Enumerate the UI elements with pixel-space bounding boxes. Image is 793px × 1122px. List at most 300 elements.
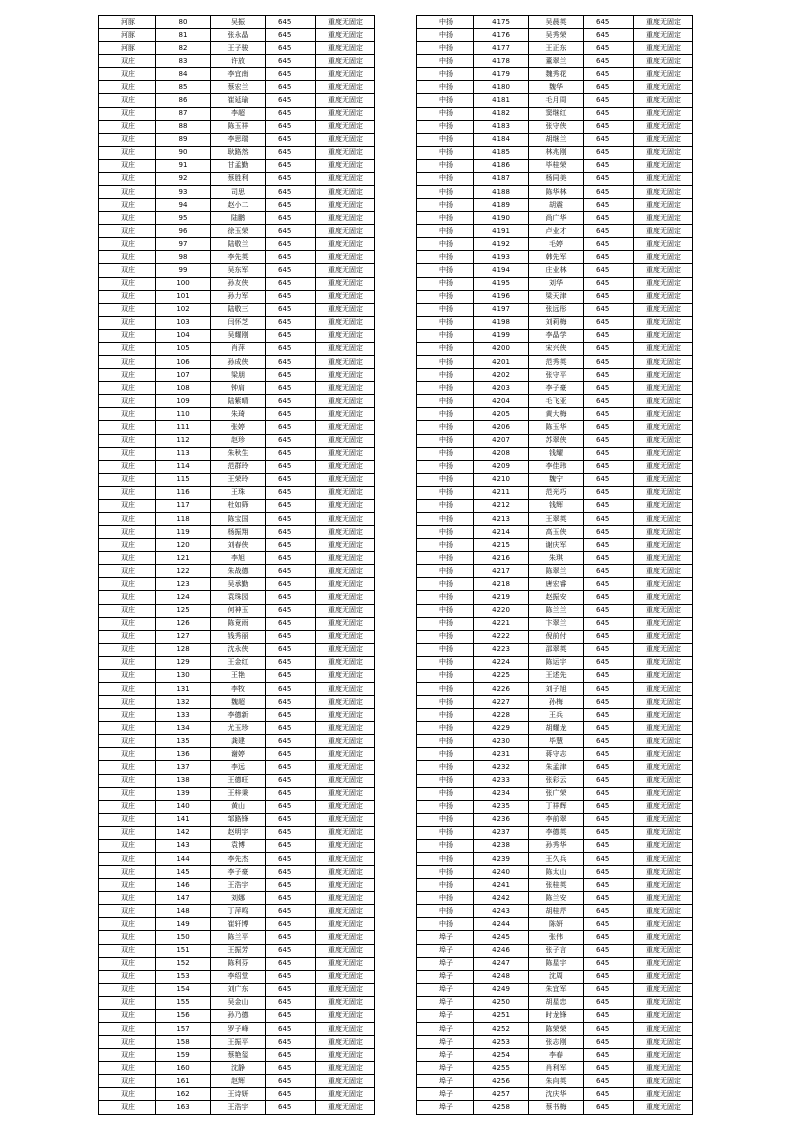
index-cell: 147 bbox=[156, 892, 211, 905]
table-row bbox=[417, 42, 693, 55]
index-cell: 151 bbox=[156, 944, 211, 957]
name-cell: 张伟 bbox=[529, 931, 584, 944]
amount-cell: 645 bbox=[266, 473, 316, 486]
index-cell: 4251 bbox=[474, 1009, 529, 1022]
amount-cell: 645 bbox=[266, 499, 316, 512]
name-cell: 卢业才 bbox=[529, 225, 584, 238]
name-cell: 陈太山 bbox=[529, 866, 584, 879]
level-cell: 重度无固定 bbox=[634, 735, 693, 748]
name-cell: 肖利军 bbox=[529, 1062, 584, 1075]
amount-cell: 645 bbox=[266, 342, 316, 355]
table-row bbox=[99, 774, 375, 787]
table-row bbox=[417, 1009, 693, 1022]
town-cell: 中扬 bbox=[417, 277, 474, 290]
name-cell: 沈庆华 bbox=[529, 1088, 584, 1101]
table-row bbox=[99, 709, 375, 722]
table-row bbox=[417, 434, 693, 447]
table-row bbox=[417, 447, 693, 460]
town-cell: 中扬 bbox=[417, 473, 474, 486]
table-row bbox=[417, 68, 693, 81]
index-cell: 156 bbox=[156, 1009, 211, 1022]
level-cell: 重度无固定 bbox=[316, 68, 375, 81]
amount-cell: 645 bbox=[266, 656, 316, 669]
index-cell: 112 bbox=[156, 434, 211, 447]
table-row bbox=[99, 146, 375, 159]
index-cell: 4201 bbox=[474, 356, 529, 369]
name-cell: 张守平 bbox=[529, 369, 584, 382]
town-cell: 双庄 bbox=[99, 107, 156, 120]
index-cell: 4217 bbox=[474, 565, 529, 578]
town-cell: 双庄 bbox=[99, 879, 156, 892]
name-cell: 蔡艳玺 bbox=[211, 1049, 266, 1062]
town-cell: 中扬 bbox=[417, 382, 474, 395]
table-row bbox=[99, 303, 375, 316]
town-cell: 中扬 bbox=[417, 16, 474, 29]
town-cell: 双庄 bbox=[99, 866, 156, 879]
index-cell: 140 bbox=[156, 800, 211, 813]
table-row bbox=[99, 722, 375, 735]
amount-cell: 645 bbox=[266, 512, 316, 525]
table-row bbox=[417, 1036, 693, 1049]
amount-cell: 645 bbox=[266, 617, 316, 630]
level-cell: 重度无固定 bbox=[316, 591, 375, 604]
level-cell: 重度无固定 bbox=[634, 447, 693, 460]
name-cell: 孙秀华 bbox=[529, 839, 584, 852]
town-cell: 双庄 bbox=[99, 473, 156, 486]
amount-cell: 645 bbox=[266, 434, 316, 447]
index-cell: 4241 bbox=[474, 879, 529, 892]
town-cell: 中扬 bbox=[417, 199, 474, 212]
level-cell: 重度无固定 bbox=[634, 1088, 693, 1101]
index-cell: 161 bbox=[156, 1075, 211, 1088]
amount-cell: 645 bbox=[266, 552, 316, 565]
index-cell: 4206 bbox=[474, 421, 529, 434]
index-cell: 4240 bbox=[474, 866, 529, 879]
index-cell: 130 bbox=[156, 669, 211, 682]
index-cell: 4194 bbox=[474, 264, 529, 277]
index-cell: 4246 bbox=[474, 944, 529, 957]
name-cell: 苏翠侠 bbox=[529, 434, 584, 447]
index-cell: 145 bbox=[156, 866, 211, 879]
table-row bbox=[99, 565, 375, 578]
table-row bbox=[417, 996, 693, 1009]
index-cell: 4210 bbox=[474, 473, 529, 486]
index-cell: 160 bbox=[156, 1062, 211, 1075]
amount-cell: 645 bbox=[266, 591, 316, 604]
name-cell: 张桂英 bbox=[529, 879, 584, 892]
table-row bbox=[417, 120, 693, 133]
table-row bbox=[99, 970, 375, 983]
table-row bbox=[417, 421, 693, 434]
index-cell: 4226 bbox=[474, 682, 529, 695]
index-cell: 4255 bbox=[474, 1062, 529, 1075]
table-row bbox=[99, 172, 375, 185]
table-row bbox=[99, 669, 375, 682]
index-cell: 106 bbox=[156, 356, 211, 369]
amount-cell: 645 bbox=[266, 81, 316, 94]
amount-cell: 645 bbox=[266, 316, 316, 329]
name-cell: 陈华林 bbox=[529, 186, 584, 199]
table-row bbox=[99, 1101, 375, 1114]
town-cell: 埠子 bbox=[417, 1088, 474, 1101]
amount-cell: 645 bbox=[266, 1088, 316, 1101]
index-cell: 4224 bbox=[474, 656, 529, 669]
table-row bbox=[417, 186, 693, 199]
name-cell: 陈兰平 bbox=[211, 931, 266, 944]
name-cell: 庄业林 bbox=[529, 264, 584, 277]
index-cell: 4235 bbox=[474, 800, 529, 813]
town-cell: 双庄 bbox=[99, 1036, 156, 1049]
level-cell: 重度无固定 bbox=[316, 199, 375, 212]
level-cell: 重度无固定 bbox=[634, 839, 693, 852]
table-row bbox=[417, 251, 693, 264]
name-cell: 王浩宇 bbox=[211, 1101, 266, 1114]
town-cell: 中扬 bbox=[417, 460, 474, 473]
index-cell: 94 bbox=[156, 199, 211, 212]
index-cell: 132 bbox=[156, 696, 211, 709]
name-cell: 李子豪 bbox=[529, 382, 584, 395]
town-cell: 双庄 bbox=[99, 421, 156, 434]
town-cell: 中扬 bbox=[417, 356, 474, 369]
amount-cell: 645 bbox=[584, 853, 634, 866]
town-cell: 中扬 bbox=[417, 722, 474, 735]
table-row bbox=[417, 839, 693, 852]
table-row bbox=[99, 159, 375, 172]
index-cell: 4223 bbox=[474, 643, 529, 656]
town-cell: 中扬 bbox=[417, 630, 474, 643]
index-cell: 4258 bbox=[474, 1101, 529, 1114]
name-cell: 张子言 bbox=[529, 944, 584, 957]
amount-cell: 645 bbox=[584, 669, 634, 682]
town-cell: 双庄 bbox=[99, 342, 156, 355]
name-cell: 刘莉梅 bbox=[529, 316, 584, 329]
name-cell: 陈翠兰 bbox=[529, 565, 584, 578]
amount-cell: 645 bbox=[584, 238, 634, 251]
index-cell: 4209 bbox=[474, 460, 529, 473]
amount-cell: 645 bbox=[266, 1009, 316, 1022]
amount-cell: 645 bbox=[584, 1088, 634, 1101]
level-cell: 重度无固定 bbox=[634, 957, 693, 970]
name-cell: 蔡宏兰 bbox=[211, 81, 266, 94]
name-cell: 胡桂芹 bbox=[529, 905, 584, 918]
town-cell: 中扬 bbox=[417, 447, 474, 460]
amount-cell: 645 bbox=[266, 630, 316, 643]
name-cell: 孙梅 bbox=[529, 696, 584, 709]
level-cell: 重度无固定 bbox=[634, 316, 693, 329]
amount-cell: 645 bbox=[266, 55, 316, 68]
table-row bbox=[99, 277, 375, 290]
amount-cell: 645 bbox=[266, 238, 316, 251]
amount-cell: 645 bbox=[584, 879, 634, 892]
level-cell: 重度无固定 bbox=[316, 486, 375, 499]
town-cell: 中扬 bbox=[417, 212, 474, 225]
index-cell: 146 bbox=[156, 879, 211, 892]
amount-cell: 645 bbox=[584, 591, 634, 604]
level-cell: 重度无固定 bbox=[316, 905, 375, 918]
amount-cell: 645 bbox=[584, 905, 634, 918]
level-cell: 重度无固定 bbox=[634, 879, 693, 892]
town-cell: 中扬 bbox=[417, 316, 474, 329]
town-cell: 双庄 bbox=[99, 748, 156, 761]
table-row bbox=[99, 787, 375, 800]
table-row bbox=[417, 983, 693, 996]
town-cell: 双庄 bbox=[99, 68, 156, 81]
level-cell: 重度无固定 bbox=[634, 996, 693, 1009]
level-cell: 重度无固定 bbox=[634, 983, 693, 996]
name-cell: 赵振安 bbox=[529, 591, 584, 604]
table-row bbox=[417, 382, 693, 395]
name-cell: 魏宁 bbox=[529, 473, 584, 486]
name-cell: 林兆刚 bbox=[529, 146, 584, 159]
level-cell: 重度无固定 bbox=[634, 225, 693, 238]
level-cell: 重度无固定 bbox=[634, 931, 693, 944]
town-cell: 中扬 bbox=[417, 55, 474, 68]
amount-cell: 645 bbox=[584, 839, 634, 852]
table-row bbox=[417, 787, 693, 800]
level-cell: 重度无固定 bbox=[634, 696, 693, 709]
amount-cell: 645 bbox=[584, 1049, 634, 1062]
table-row bbox=[99, 813, 375, 826]
town-cell: 双庄 bbox=[99, 120, 156, 133]
amount-cell: 645 bbox=[584, 892, 634, 905]
name-cell: 王荣玲 bbox=[211, 473, 266, 486]
amount-cell: 645 bbox=[584, 342, 634, 355]
index-cell: 4248 bbox=[474, 970, 529, 983]
name-cell: 杨振翔 bbox=[211, 526, 266, 539]
name-cell: 龚建 bbox=[211, 735, 266, 748]
table-row bbox=[99, 251, 375, 264]
table-row bbox=[99, 853, 375, 866]
town-cell: 中扬 bbox=[417, 512, 474, 525]
name-cell: 朱秋生 bbox=[211, 447, 266, 460]
town-cell: 中扬 bbox=[417, 669, 474, 682]
amount-cell: 645 bbox=[584, 787, 634, 800]
town-cell: 中扬 bbox=[417, 643, 474, 656]
table-row bbox=[99, 42, 375, 55]
index-cell: 4190 bbox=[474, 212, 529, 225]
table-row bbox=[417, 369, 693, 382]
table-row bbox=[417, 264, 693, 277]
amount-cell: 645 bbox=[266, 1023, 316, 1036]
name-cell: 孙成侠 bbox=[211, 356, 266, 369]
amount-cell: 645 bbox=[584, 303, 634, 316]
town-cell: 双庄 bbox=[99, 643, 156, 656]
amount-cell: 645 bbox=[266, 251, 316, 264]
town-cell: 中扬 bbox=[417, 251, 474, 264]
table-row bbox=[99, 408, 375, 421]
name-cell: 丁萍鸣 bbox=[211, 905, 266, 918]
town-cell: 中扬 bbox=[417, 552, 474, 565]
name-cell: 王梓秉 bbox=[211, 787, 266, 800]
table-row bbox=[417, 970, 693, 983]
amount-cell: 645 bbox=[584, 42, 634, 55]
index-cell: 4213 bbox=[474, 512, 529, 525]
amount-cell: 645 bbox=[584, 382, 634, 395]
town-cell: 双庄 bbox=[99, 133, 156, 146]
table-row bbox=[417, 853, 693, 866]
name-cell: 张彩云 bbox=[529, 774, 584, 787]
table-row bbox=[99, 1049, 375, 1062]
index-cell: 4216 bbox=[474, 552, 529, 565]
table-row bbox=[417, 512, 693, 525]
index-cell: 88 bbox=[156, 120, 211, 133]
table-row bbox=[417, 604, 693, 617]
name-cell: 陆敬三 bbox=[211, 303, 266, 316]
table-row bbox=[99, 133, 375, 146]
name-cell: 张远彤 bbox=[529, 303, 584, 316]
town-cell: 双庄 bbox=[99, 512, 156, 525]
level-cell: 重度无固定 bbox=[634, 866, 693, 879]
level-cell: 重度无固定 bbox=[634, 133, 693, 146]
town-cell: 双庄 bbox=[99, 199, 156, 212]
level-cell: 重度无固定 bbox=[634, 382, 693, 395]
level-cell: 重度无固定 bbox=[634, 669, 693, 682]
level-cell: 重度无固定 bbox=[634, 264, 693, 277]
amount-cell: 645 bbox=[266, 290, 316, 303]
index-cell: 95 bbox=[156, 212, 211, 225]
name-cell: 陈利芬 bbox=[211, 957, 266, 970]
index-cell: 135 bbox=[156, 735, 211, 748]
index-cell: 86 bbox=[156, 94, 211, 107]
level-cell: 重度无固定 bbox=[316, 957, 375, 970]
index-cell: 4239 bbox=[474, 853, 529, 866]
table-row bbox=[99, 735, 375, 748]
name-cell: 刘华 bbox=[529, 277, 584, 290]
town-cell: 双庄 bbox=[99, 264, 156, 277]
amount-cell: 645 bbox=[266, 369, 316, 382]
index-cell: 4184 bbox=[474, 133, 529, 146]
town-cell: 双庄 bbox=[99, 709, 156, 722]
table-row bbox=[417, 722, 693, 735]
table-row bbox=[99, 120, 375, 133]
index-cell: 144 bbox=[156, 853, 211, 866]
level-cell: 重度无固定 bbox=[316, 735, 375, 748]
amount-cell: 645 bbox=[584, 473, 634, 486]
index-cell: 111 bbox=[156, 421, 211, 434]
town-cell: 中扬 bbox=[417, 787, 474, 800]
amount-cell: 645 bbox=[266, 539, 316, 552]
roster-table-right bbox=[416, 15, 693, 1115]
table-row bbox=[417, 159, 693, 172]
amount-cell: 645 bbox=[584, 81, 634, 94]
index-cell: 93 bbox=[156, 186, 211, 199]
level-cell: 重度无固定 bbox=[316, 42, 375, 55]
town-cell: 中扬 bbox=[417, 107, 474, 120]
name-cell: 陆敬兰 bbox=[211, 238, 266, 251]
table-row bbox=[99, 696, 375, 709]
index-cell: 4230 bbox=[474, 735, 529, 748]
table-row bbox=[99, 578, 375, 591]
name-cell: 许放 bbox=[211, 55, 266, 68]
level-cell: 重度无固定 bbox=[316, 696, 375, 709]
amount-cell: 645 bbox=[266, 408, 316, 421]
town-cell: 双庄 bbox=[99, 290, 156, 303]
amount-cell: 645 bbox=[266, 460, 316, 473]
index-cell: 4225 bbox=[474, 669, 529, 682]
amount-cell: 645 bbox=[584, 172, 634, 185]
name-cell: 罗子峰 bbox=[211, 1023, 266, 1036]
index-cell: 114 bbox=[156, 460, 211, 473]
index-cell: 4188 bbox=[474, 186, 529, 199]
level-cell: 重度无固定 bbox=[634, 800, 693, 813]
town-cell: 双庄 bbox=[99, 303, 156, 316]
table-row bbox=[99, 839, 375, 852]
town-cell: 中扬 bbox=[417, 892, 474, 905]
index-cell: 142 bbox=[156, 826, 211, 839]
name-cell: 王振芳 bbox=[211, 944, 266, 957]
index-cell: 153 bbox=[156, 970, 211, 983]
level-cell: 重度无固定 bbox=[634, 251, 693, 264]
town-cell: 双庄 bbox=[99, 1062, 156, 1075]
amount-cell: 645 bbox=[266, 356, 316, 369]
table-row bbox=[99, 1075, 375, 1088]
town-cell: 埠子 bbox=[417, 1101, 474, 1114]
level-cell: 重度无固定 bbox=[634, 199, 693, 212]
town-cell: 双庄 bbox=[99, 1075, 156, 1088]
name-cell: 朱琪 bbox=[529, 552, 584, 565]
index-cell: 91 bbox=[156, 159, 211, 172]
index-cell: 4236 bbox=[474, 813, 529, 826]
table-row bbox=[417, 225, 693, 238]
name-cell: 邹路锋 bbox=[211, 813, 266, 826]
level-cell: 重度无固定 bbox=[634, 643, 693, 656]
name-cell: 朱琦 bbox=[211, 408, 266, 421]
level-cell: 重度无固定 bbox=[634, 1101, 693, 1114]
index-cell: 4192 bbox=[474, 238, 529, 251]
index-cell: 4238 bbox=[474, 839, 529, 852]
table-row bbox=[99, 329, 375, 342]
name-cell: 司思 bbox=[211, 186, 266, 199]
town-cell: 双庄 bbox=[99, 552, 156, 565]
name-cell: 蔡胜利 bbox=[211, 172, 266, 185]
town-cell: 双庄 bbox=[99, 853, 156, 866]
name-cell: 梁朋 bbox=[211, 369, 266, 382]
town-cell: 埠子 bbox=[417, 996, 474, 1009]
level-cell: 重度无固定 bbox=[316, 1088, 375, 1101]
table-row bbox=[417, 578, 693, 591]
level-cell: 重度无固定 bbox=[316, 892, 375, 905]
town-cell: 双庄 bbox=[99, 81, 156, 94]
amount-cell: 645 bbox=[266, 761, 316, 774]
table-row bbox=[417, 499, 693, 512]
amount-cell: 645 bbox=[584, 735, 634, 748]
town-cell: 中扬 bbox=[417, 748, 474, 761]
level-cell: 重度无固定 bbox=[316, 395, 375, 408]
town-cell: 双庄 bbox=[99, 918, 156, 931]
amount-cell: 645 bbox=[584, 460, 634, 473]
town-cell: 中扬 bbox=[417, 656, 474, 669]
level-cell: 重度无固定 bbox=[316, 1062, 375, 1075]
index-cell: 137 bbox=[156, 761, 211, 774]
name-cell: 刘春侠 bbox=[211, 539, 266, 552]
index-cell: 4187 bbox=[474, 172, 529, 185]
name-cell: 王诗妍 bbox=[211, 1088, 266, 1101]
index-cell: 4211 bbox=[474, 486, 529, 499]
level-cell: 重度无固定 bbox=[634, 81, 693, 94]
table-row bbox=[99, 55, 375, 68]
level-cell: 重度无固定 bbox=[316, 382, 375, 395]
name-cell: 李先杰 bbox=[211, 853, 266, 866]
town-cell: 双庄 bbox=[99, 565, 156, 578]
amount-cell: 645 bbox=[266, 748, 316, 761]
index-cell: 4175 bbox=[474, 16, 529, 29]
amount-cell: 645 bbox=[266, 395, 316, 408]
name-cell: 王兵 bbox=[529, 709, 584, 722]
town-cell: 中扬 bbox=[417, 879, 474, 892]
name-cell: 陈玉华 bbox=[529, 421, 584, 434]
level-cell: 重度无固定 bbox=[634, 512, 693, 525]
index-cell: 121 bbox=[156, 552, 211, 565]
